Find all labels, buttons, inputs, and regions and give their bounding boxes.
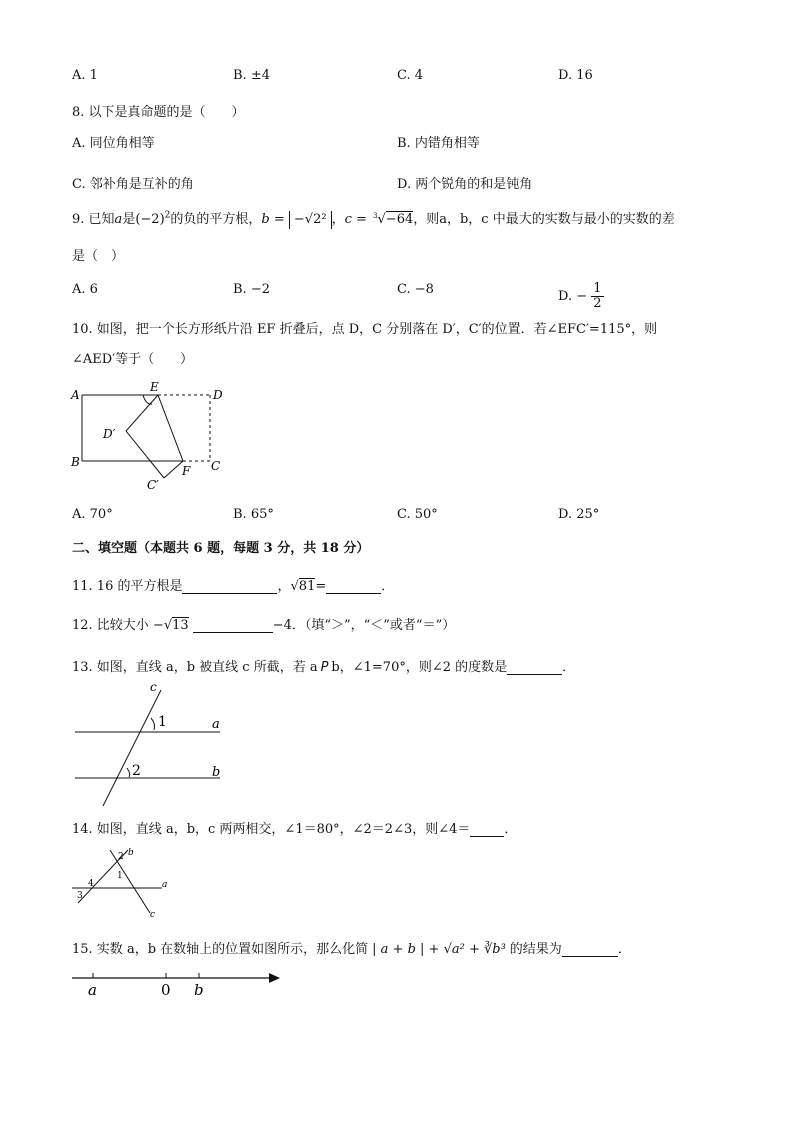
q13-angle-1-arc <box>151 718 155 730</box>
q7-option-b: B. ±4 <box>233 68 270 83</box>
q15-end: ． <box>617 942 631 957</box>
q10-option-b: B. 65° <box>233 507 274 522</box>
q14-figure <box>70 845 180 920</box>
q9-a-var: a <box>114 212 123 227</box>
q13-angle-2-arc <box>127 768 130 777</box>
q13-line-c <box>103 690 161 806</box>
q8-option-d: D. 两个锐角的和是钝角 <box>397 177 533 192</box>
q10-line1: 10. 如图，把一个长方形纸片沿 EF 折叠后，点 D，C 分别落在 D′，C′的位置．若∠EFC′=115°，则 <box>72 322 658 337</box>
q9-root-sign: √ <box>377 212 386 227</box>
q13-parallel: P <box>320 660 329 675</box>
q9-option-d <box>558 282 604 311</box>
q14-line <box>72 818 517 837</box>
q13-label-2: 2 <box>132 763 141 779</box>
q13-blank[interactable] <box>507 660 562 675</box>
q9-exp: 2 <box>164 210 171 221</box>
q10-label-c-prime: C′ <box>147 478 159 492</box>
q9-abs-root <box>289 211 332 229</box>
q14-label-c: c <box>150 910 156 920</box>
q11-eq: = <box>315 579 327 594</box>
q10-option-c: C. 50° <box>397 507 438 522</box>
q10-label-e: E <box>150 380 159 394</box>
q15-label-b: b <box>194 981 204 999</box>
q15-label-0: 0 <box>161 981 171 999</box>
q12-root: 13 <box>172 618 189 633</box>
q13-figure <box>70 682 230 812</box>
q14-label-b: b <box>128 848 134 858</box>
q14-end: ． <box>504 822 518 837</box>
q11-line <box>72 575 394 594</box>
q8-stem: 8. 以下是真命题的是（ ） <box>72 105 245 120</box>
q13-text: 13. 如图，直线 a，b 被直线 c 所截，若 a <box>72 660 318 675</box>
q9-mid: 的负的平方根， <box>170 212 262 227</box>
q13-label-c: c <box>150 680 157 694</box>
q9-c-eq: c = <box>344 212 367 227</box>
q8-option-b: B. 内错角相等 <box>397 136 480 151</box>
q14-label-3: 3 <box>77 891 83 901</box>
q15-label-a: a <box>88 981 97 999</box>
q15-expr: | a + b | + √a² + ∛b³ <box>372 942 506 957</box>
q13-label-1: 1 <box>158 714 167 730</box>
q10-edge-dp-cp <box>126 431 164 478</box>
q10-label-f: F <box>182 464 191 478</box>
q10-option-d: D. 25° <box>558 507 600 522</box>
q9-root-c: −64 <box>385 212 414 227</box>
q8-option-c: C. 邻补角是互补的角 <box>72 177 194 192</box>
q10-label-a: A <box>71 388 80 402</box>
q9-tail: ，则a，b，c 中最大的实数与最小的实数的差 <box>413 212 675 227</box>
q13-label-a: a <box>212 717 220 732</box>
q10-label-b: B <box>71 455 80 469</box>
q15-axis-arrow <box>269 973 280 983</box>
q13-text2: b，∠1=70°，则∠2 的度数是 <box>331 660 508 675</box>
q12-text2: −4．（填“＞”，“＜”或者“＝”） <box>272 618 456 633</box>
q10-fold-ef <box>158 395 183 461</box>
q7-option-c: C. 4 <box>397 68 424 83</box>
q9-cube-index: 3 <box>373 211 378 220</box>
q15-tail: 的结果为 <box>509 942 562 957</box>
q10-label-d-prime: D′ <box>103 427 116 441</box>
q9-root-b: −√2² <box>293 212 327 227</box>
q10-label-c: C <box>211 459 221 473</box>
q9-option-b: B. −2 <box>233 282 270 297</box>
q9-is: 是 <box>122 212 136 227</box>
q9-base: (−2) <box>135 212 165 227</box>
q9-option-d-prefix: D. − <box>558 289 588 304</box>
q12-blank[interactable] <box>193 618 273 633</box>
q13-end: ． <box>562 660 576 675</box>
q15-line <box>72 938 631 957</box>
q12-root-sign: √ <box>163 618 173 633</box>
q14-line-c <box>110 850 150 913</box>
q14-label-4: 4 <box>88 879 94 889</box>
q10-line2: ∠AED′等于（ ） <box>72 352 194 367</box>
q11-blank-2[interactable] <box>326 579 381 594</box>
q9-frac-den: 2 <box>593 296 602 311</box>
q10-edge-ed-prime <box>126 395 158 431</box>
q11-end: ． <box>381 579 395 594</box>
q9-option-d-fraction <box>591 282 603 311</box>
q12-line <box>72 614 455 633</box>
q10-label-d: D <box>213 388 223 402</box>
q14-label-2: 2 <box>118 852 124 862</box>
q11-text1: 11. 16 的平方根是 <box>72 579 183 594</box>
q9-comma: ， <box>331 212 345 227</box>
q15-number-line <box>70 968 285 1003</box>
q14-label-a: a <box>162 880 168 890</box>
q13-label-b: b <box>212 765 221 780</box>
q15-text: 15. 实数 a，b 在数轴上的位置如图所示，那么化简 <box>72 942 369 957</box>
q14-label-1: 1 <box>117 871 123 881</box>
q7-option-d: D. 16 <box>558 68 593 83</box>
q14-text: 14. 如图，直线 a，b，c 两两相交，∠1＝80°，∠2＝2∠3，则∠4＝ <box>72 822 471 837</box>
q15-blank[interactable] <box>562 942 618 957</box>
q9-option-a: A. 6 <box>72 282 98 297</box>
section-2-heading: 二、填空题（本题共 6 题，每题 3 分，共 18 分） <box>72 541 370 556</box>
q10-option-a: A. 70° <box>72 507 113 522</box>
q9-line1 <box>72 208 675 229</box>
q11-root: 81 <box>298 579 316 594</box>
q9-b-eq: b = <box>261 212 285 227</box>
q10-edge-cp-f <box>164 461 183 478</box>
q9-prefix: 9. 已知 <box>72 212 115 227</box>
q9-option-c: C. −8 <box>397 282 434 297</box>
q8-option-a: A. 同位角相等 <box>72 136 155 151</box>
q9-frac-num: 1 <box>593 281 602 296</box>
q14-blank[interactable] <box>470 822 504 837</box>
q11-blank-1[interactable] <box>182 579 277 594</box>
q11-root-sign: √ <box>290 579 299 594</box>
q9-line2: 是（ ） <box>72 249 125 264</box>
q11-text2: ， <box>277 579 291 594</box>
q12-text1: 12. 比较大小 − <box>72 618 164 633</box>
q13-line <box>72 656 575 675</box>
q10-figure <box>60 380 240 495</box>
q7-option-a: A. 1 <box>72 68 98 83</box>
